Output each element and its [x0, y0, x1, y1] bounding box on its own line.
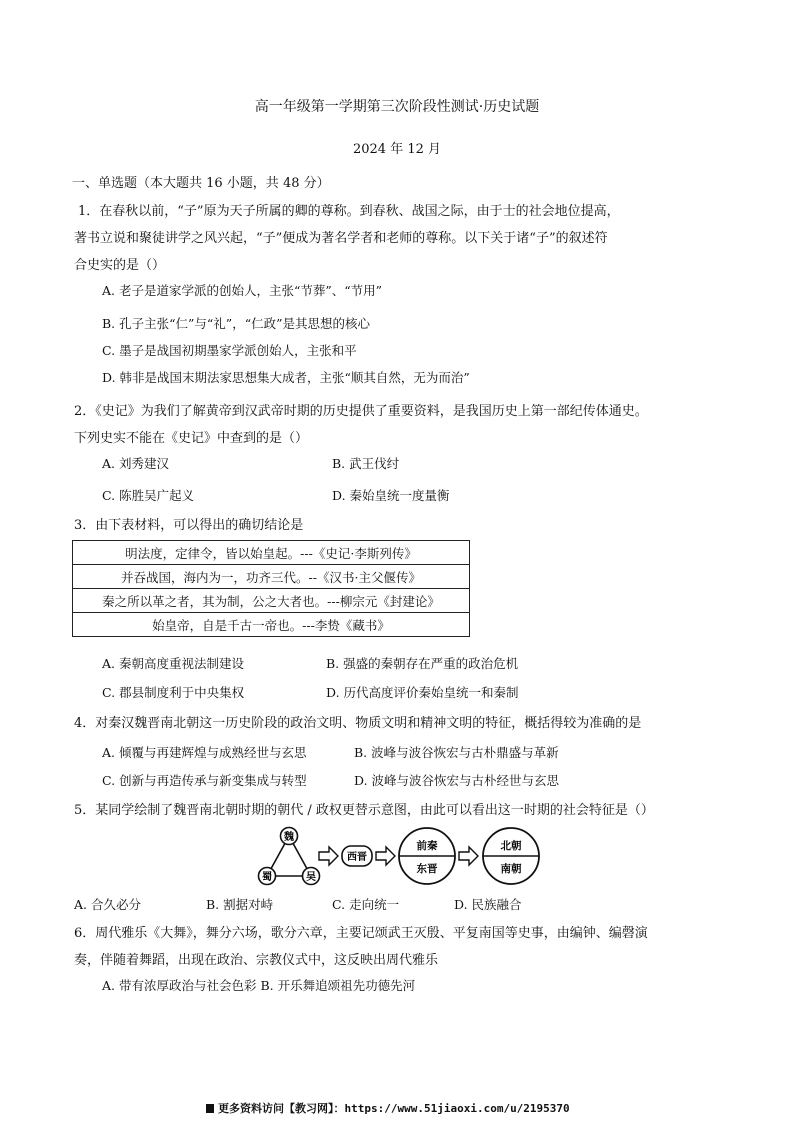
q3-source-table	[72, 540, 470, 637]
q2-option-c: C. 陈胜吴广起义	[102, 488, 195, 503]
exam-date: 2024 年 12 月	[352, 142, 442, 157]
q4-option-a: A. 倾覆与再建辉煌与成熟经世与玄思	[102, 745, 307, 760]
q3-option-b: B. 强盛的秦朝存在严重的政治危机	[326, 656, 519, 671]
q2-option-d: D. 秦始皇统一度量衡	[332, 488, 450, 503]
q6-stem-line2: 奏，伴随着舞蹈，出现在政治、宗教仪式中，这反映出周代雅乐	[74, 953, 439, 968]
flag-icon	[206, 1104, 214, 1113]
q2-stem-line1: 2．《史记》为我们了解黄帝到汉武帝时期的历史提供了重要资料，是我国历史上第一部纪传体通史。	[74, 404, 648, 419]
table-row	[73, 613, 470, 637]
q6-options-ab: A. 带有浓厚政治与社会色彩 B. 开乐舞追颂祖先功德先河	[102, 978, 416, 993]
q1-option-d: D. 韩非是战国末期法家思想集大成者，主张“顺其自然，无为而治”	[102, 370, 470, 385]
qianqin-label: 前秦	[416, 840, 438, 852]
arrow-icon	[319, 847, 338, 865]
arrow-icon	[376, 847, 395, 865]
q1-stem-line2: 著书立说和聚徒讲学之风兴起，“子”便成为著名学者和老师的尊称。以下关于诸“子”的叙述符	[74, 231, 608, 246]
arrow-icon	[459, 847, 478, 865]
q3-option-c: C. 郡县制度利于中央集权	[102, 685, 245, 700]
table-row	[73, 541, 470, 565]
q3-option-a: A. 秦朝高度重视法制建设	[102, 656, 244, 671]
q1-option-b: B. 孔子主张“仁”与“礼”，“仁政”是其思想的核心	[102, 316, 370, 331]
beichao-label: 北朝	[500, 840, 522, 852]
shu-label: 蜀	[262, 872, 272, 883]
q5-option-c: C. 走向统一	[332, 897, 400, 912]
q5-option-d: D. 民族融合	[454, 897, 522, 912]
footer-text[interactable]: 更多资料访问【教习网】：https://www.51jiaoxi.com/u/2195370	[218, 1102, 570, 1115]
table-cell: 始皇帝，自是千古一帝也。---李贽《藏书》	[73, 613, 470, 637]
q1-option-a: A. 老子是道家学派的创始人，主张“节葬”、“节用”	[102, 283, 383, 298]
q5-option-a: A. 合久必分	[74, 897, 141, 912]
q3-option-d: D. 历代高度评价秦始皇统一和秦制	[326, 685, 519, 700]
q3-stem: 3．由下表材料，可以得出的确切结论是	[74, 518, 304, 533]
table-cell: 并吞战国，海内为一，功齐三代。--《汉书·主父偃传》	[73, 565, 470, 589]
q5-option-b: B. 割据对峙	[206, 897, 274, 912]
q5-stem: 5．某同学绘制了魏晋南北朝时期的朝代 / 政权更替示意图，由此可以看出这一时期的社会特征是（）	[74, 803, 654, 818]
q1-stem-line3: 合史实的是（）	[74, 258, 166, 273]
q1-option-c: C. 墨子是战国初期墨家学派创始人，主张和平	[102, 343, 357, 358]
footer-link[interactable]	[206, 1100, 570, 1116]
q4-option-d: D. 波峰与波谷恢宏与古朴经世与玄思	[354, 773, 560, 788]
dynasty-succession-diagram	[255, 826, 565, 890]
q4-option-c: C. 创新与再造传承与新变集成与转型	[102, 773, 307, 788]
section-heading: 一、单选题（本大题共 16 小题，共 48 分）	[72, 176, 330, 191]
table-row	[73, 589, 470, 613]
wu-label: 吴	[306, 872, 316, 883]
nanchao-label: 南朝	[500, 863, 522, 875]
q1-stem-line1: 1．在春秋以前，“子”原为天子所属的卿的尊称。到春秋、战国之际，由于士的社会地位提高，	[78, 204, 620, 219]
xijin-label: 西晋	[347, 852, 367, 863]
q2-stem-line2: 下列史实不能在《史记》中查到的是（）	[74, 431, 309, 446]
table-row	[73, 565, 470, 589]
q2-option-b: B. 武王伐纣	[332, 456, 400, 471]
q4-option-b: B. 波峰与波谷恢宏与古朴鼎盛与革新	[354, 745, 559, 760]
q2-option-a: A. 刘秀建汉	[102, 456, 169, 471]
page-title: 高一年级第一学期第三次阶段性测试·历史试题	[254, 99, 540, 115]
dongjin-label: 东晋	[416, 863, 438, 875]
q4-stem: 4．对秦汉魏晋南北朝这一历史阶段的政治文明、物质文明和精神文明的特征，概括得较为准确的是	[74, 716, 642, 731]
table-cell: 明法度，定律令，皆以始皇起。---《史记·李斯列传》	[73, 541, 470, 565]
q6-stem-line1: 6．周代雅乐《大舞》，舞分六场，歌分六章，主要记颂武王灭殷、平复南国等史事，由编钟、编磬演	[74, 926, 648, 941]
table-cell: 秦之所以革之者，其为制，公之大者也。---柳宗元《封建论》	[73, 589, 470, 613]
wei-label: 魏	[284, 832, 294, 843]
